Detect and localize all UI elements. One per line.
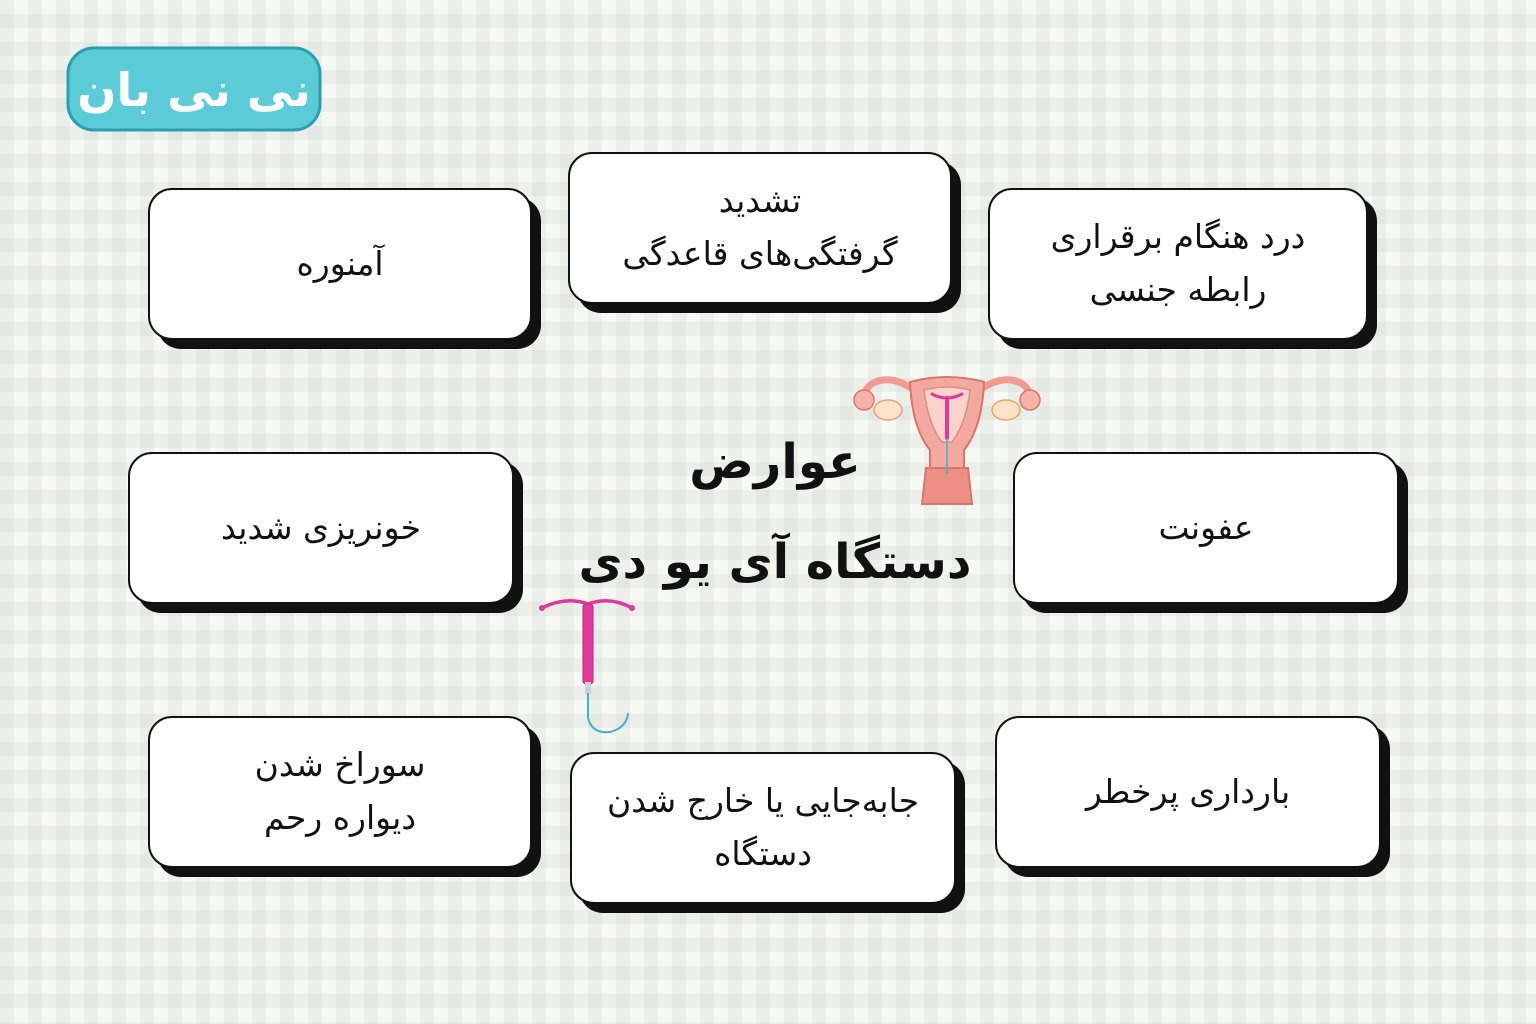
card-perforation-line2: دیواره رحم [263,798,417,837]
card-cramps-line2: گرفتگی‌های قاعدگی [622,234,898,273]
card-pain [988,188,1368,340]
card-bleeding [128,452,514,604]
uterus-with-iud-icon [852,368,1042,508]
title-line1: عوارض [689,434,861,490]
card-cramps [568,152,952,304]
card-perforation-line1: سوراخ شدن [254,745,426,785]
iud-device-icon [536,592,636,738]
card-infection [1013,452,1399,604]
logo [64,44,324,134]
card-pain-line2: رابطه جنسی [1089,270,1267,309]
card-pregnancy [995,716,1381,868]
card-amenorrhea [148,188,532,340]
card-cramps-line1: تشدید [718,181,802,221]
card-expulsion [570,752,956,904]
card-bleeding-text: خونریزی شدید [220,507,422,547]
card-expulsion-line1: جابه‌جایی یا خارج شدن [606,781,920,821]
card-perforation [148,716,532,868]
card-amenorrhea-text: آمنوره [296,243,384,283]
card-pain-line1: درد هنگام برقراری [1050,217,1306,257]
card-pregnancy-text: بارداری پرخطر [1085,771,1291,811]
card-expulsion-line2: دستگاه [714,834,812,873]
logo-text: نی نی بان [77,63,311,117]
card-infection-text: عفونت [1158,507,1254,547]
title-line2: دستگاه آی یو دی [578,534,972,590]
